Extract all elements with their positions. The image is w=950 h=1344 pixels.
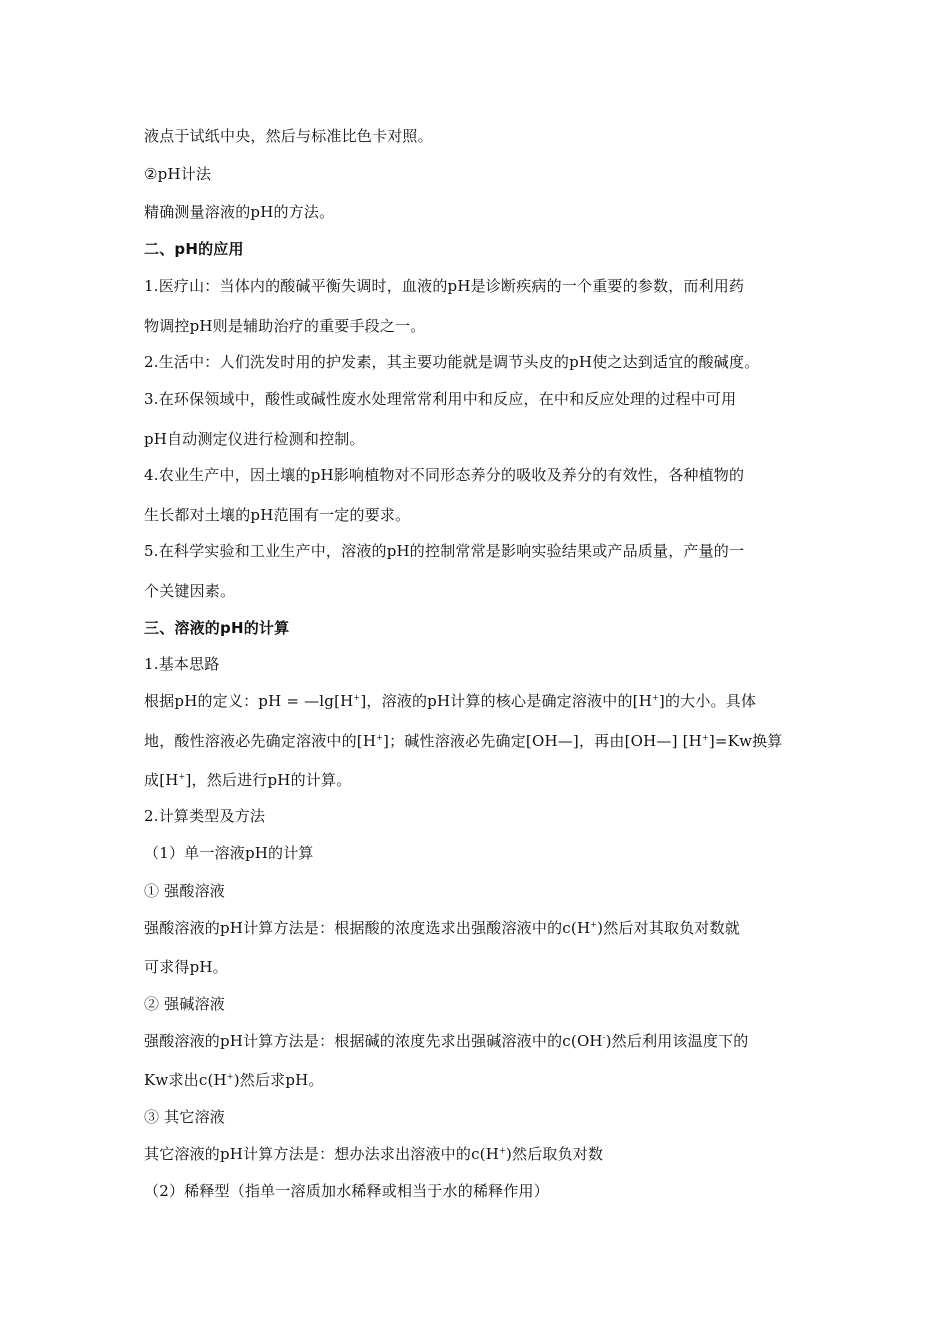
superscript: + xyxy=(226,1072,234,1081)
subsection-ph-meter xyxy=(144,164,824,184)
text-line xyxy=(144,505,824,525)
text: ② 强碱溶液 xyxy=(144,995,225,1013)
superscript: + xyxy=(376,733,384,742)
text-line xyxy=(144,316,824,336)
text-line xyxy=(144,276,824,296)
text-line xyxy=(144,465,824,485)
text-line xyxy=(144,843,824,863)
text: ]，溶液的pH计算的核心是确定溶液中的[H xyxy=(360,692,652,710)
superscript: + xyxy=(590,920,598,929)
text-line xyxy=(144,202,824,222)
text-line xyxy=(144,731,824,751)
superscript: + xyxy=(651,693,659,702)
text: 5.在科学实验和工业生产中，溶液的pH的控制常常是影响实验结果或产品质量，产量的一 xyxy=(144,542,745,560)
text: （1）单一溶液pH的计算 xyxy=(144,844,314,862)
text: 根据pH的定义：pH = —lg[H xyxy=(144,692,354,710)
text: pH自动测定仪进行检测和控制。 xyxy=(144,430,365,448)
text: 1.基本思路 xyxy=(144,655,220,673)
text: 个关键因素。 xyxy=(144,582,236,600)
text: Kw求出c(H xyxy=(144,1071,227,1089)
text-line xyxy=(144,581,824,601)
text-line xyxy=(144,1181,824,1201)
text-line xyxy=(144,126,824,146)
text: ① 强酸溶液 xyxy=(144,882,225,900)
text: 强酸溶液的pH计算方法是：根据碱的浓度先求出强碱溶液中的c(OH xyxy=(144,1032,603,1050)
text: 精确测量溶液的pH的方法。 xyxy=(144,203,335,221)
text: 2.生活中：人们洗发时用的护发素，其主要功能就是调节头皮的pH使之达到适宜的酸碱度。 xyxy=(144,353,760,371)
text-line xyxy=(144,806,824,826)
text-line xyxy=(144,994,824,1014)
text: ]；碱性溶液必先确定[OH—]，再由[OH—] [H xyxy=(383,732,702,750)
text: 液点于试纸中央，然后与标准比色卡对照。 xyxy=(144,127,433,145)
text-line xyxy=(144,1070,824,1090)
text: 2.计算类型及方法 xyxy=(144,807,266,825)
text-line xyxy=(144,1144,824,1164)
text-line xyxy=(144,691,824,711)
text: 可求得pH。 xyxy=(144,958,228,976)
superscript: + xyxy=(353,693,361,702)
text-line xyxy=(144,654,824,674)
text: )然后对其取负对数就 xyxy=(597,919,740,937)
text: )然后取负对数 xyxy=(505,1145,604,1163)
text-line xyxy=(144,957,824,977)
text: （2）稀释型（指单一溶质加水稀释或相当于水的稀释作用） xyxy=(144,1182,549,1200)
text-line xyxy=(144,352,824,372)
superscript: + xyxy=(178,772,186,781)
text: 其它溶液的pH计算方法是：想办法求出溶液中的c(H xyxy=(144,1145,500,1163)
text: )然后利用该温度下的 xyxy=(605,1032,749,1050)
section-heading-ph-calculation xyxy=(144,618,824,638)
text: ]，然后进行pH的计算。 xyxy=(185,771,352,789)
text: ③ 其它溶液 xyxy=(144,1108,225,1126)
text: 3.在环保领域中，酸性或碱性废水处理常常利用中和反应，在中和反应处理的过程中可用 xyxy=(144,390,737,408)
text: 地，酸性溶液必先确定溶液中的[H xyxy=(144,732,377,750)
text: 物调控pH则是辅助治疗的重要手段之一。 xyxy=(144,317,426,335)
superscript: - xyxy=(602,1033,606,1042)
superscript: + xyxy=(701,733,709,742)
text-line xyxy=(144,429,824,449)
heading-text: 三、溶液的pH的计算 xyxy=(144,619,290,637)
text-line xyxy=(144,389,824,409)
heading-text: 二、pH的应用 xyxy=(144,240,244,258)
text: 1.医疗山：当体内的酸碱平衡失调时，血液的pH是诊断疾病的一个重要的参数，而利用药 xyxy=(144,277,745,295)
text: ]=Kw换算 xyxy=(708,732,783,750)
text: )然后求pH。 xyxy=(233,1071,324,1089)
text-line xyxy=(144,541,824,561)
text: 4.农业生产中，因土壤的pH影响植物对不同形态养分的吸收及养分的有效性，各种植物的 xyxy=(144,466,745,484)
text-line xyxy=(144,770,824,790)
text-line xyxy=(144,918,824,938)
text: ]的大小。具体 xyxy=(658,692,757,710)
section-heading-ph-application xyxy=(144,239,824,259)
superscript: + xyxy=(499,1146,506,1155)
text: ②pH计法 xyxy=(144,165,212,183)
text-line xyxy=(144,1107,824,1127)
text: 成[H xyxy=(144,771,179,789)
text: 强酸溶液的pH计算方法是：根据酸的浓度选求出强酸溶液中的c(H xyxy=(144,919,591,937)
text: 生长都对土壤的pH范围有一定的要求。 xyxy=(144,506,411,524)
text-line xyxy=(144,881,824,901)
text-line xyxy=(144,1031,824,1051)
